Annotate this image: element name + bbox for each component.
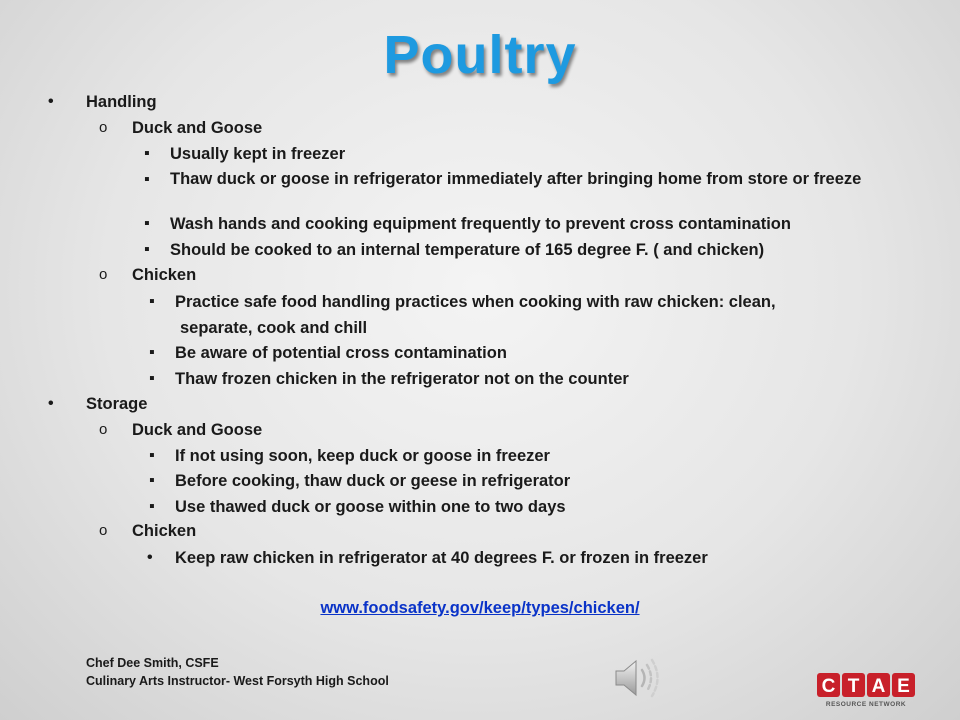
sub-bullet-handling-duck: o Duck and Goose — [132, 118, 262, 138]
bullet-handling: • Handling — [86, 92, 157, 112]
sub-bullet-handling-chicken: o Chicken — [132, 265, 196, 285]
ctae-logo — [816, 671, 918, 709]
ctae-logo-letter: T — [847, 676, 860, 697]
item-handling-chicken-2: ▪ Be aware of potential cross contamination — [175, 343, 507, 363]
slide-title: Poultry — [383, 25, 577, 85]
ctae-logo-letter: A — [871, 676, 886, 697]
item-handling-duck-1: ▪ Usually kept in freezer — [170, 144, 345, 164]
item-handling-duck-2: ▪ Thaw duck or goose in refrigerator immediately after bringing home from store or freeze — [170, 170, 900, 189]
ctae-logo-subtitle: RESOURCE NETWORK — [825, 701, 907, 708]
item-handling-duck-3: ▪ Wash hands and cooking equipment frequently to prevent cross contamination — [170, 214, 791, 234]
speaker-icon[interactable] — [612, 656, 664, 700]
item-storage-duck-1: ▪ If not using soon, keep duck or goose in freezer — [175, 446, 550, 466]
item-storage-chicken-1: • Keep raw chicken in refrigerator at 40 degrees F. or frozen in freezer — [175, 548, 708, 568]
bullet-storage: • Storage — [86, 394, 147, 414]
ctae-logo-letter: C — [821, 676, 836, 697]
item-storage-duck-3: ▪ Use thawed duck or goose within one to two days — [175, 497, 566, 517]
sub-bullet-storage-chicken: o Chicken — [132, 521, 196, 541]
ctae-logo-letter: E — [897, 676, 910, 697]
item-storage-duck-2: ▪ Before cooking, thaw duck or geese in refrigerator — [175, 471, 570, 491]
footer-author: Chef Dee Smith, CSFE — [86, 656, 219, 670]
item-handling-chicken-1: ▪ Practice safe food handling practices when cooking with raw chicken: clean, — [175, 292, 776, 312]
footer-role: Culinary Arts Instructor- West Forsyth High School — [86, 674, 389, 688]
sub-bullet-storage-duck: o Duck and Goose — [132, 420, 262, 440]
item-handling-chicken-1-cont: separate, cook and chill — [180, 319, 368, 337]
item-handling-chicken-3: ▪ Thaw frozen chicken in the refrigerator not on the counter — [175, 369, 629, 389]
item-handling-duck-4: ▪ Should be cooked to an internal temperature of 165 degree F. ( and chicken) — [170, 240, 764, 260]
foodsafety-link[interactable]: www.foodsafety.gov/keep/types/chicken/ — [320, 599, 640, 617]
